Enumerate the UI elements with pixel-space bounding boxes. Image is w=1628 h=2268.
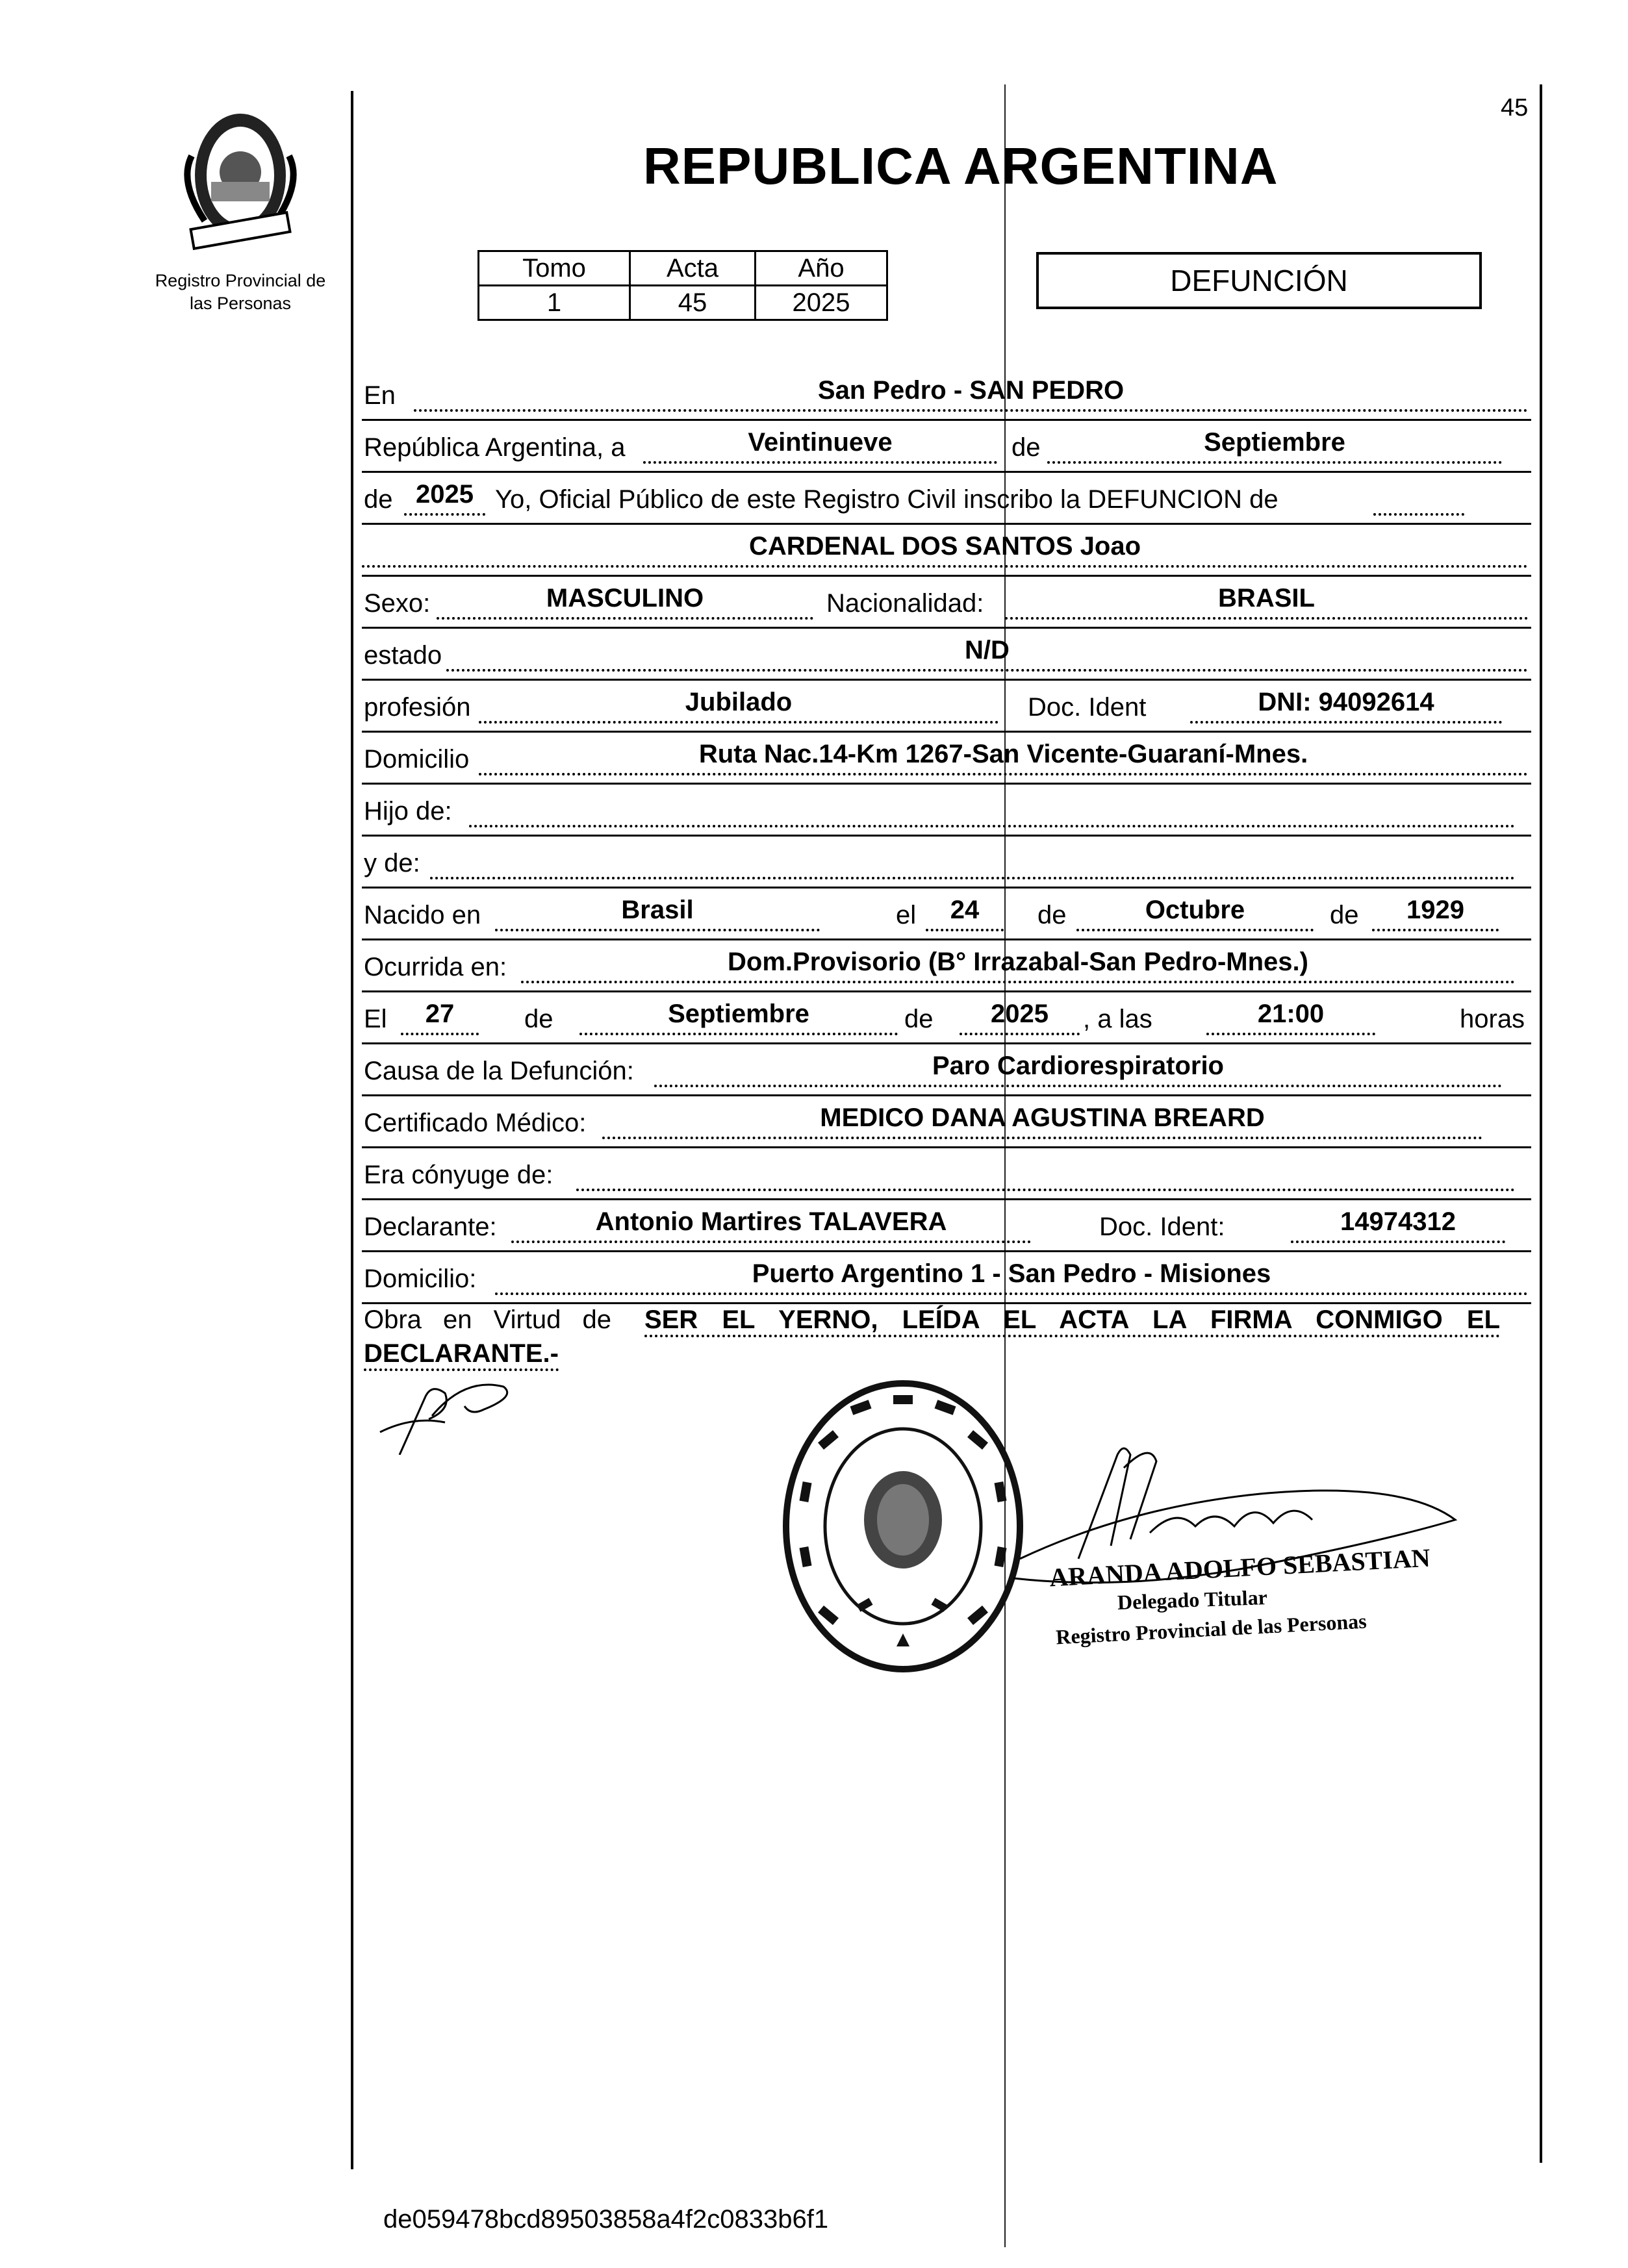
value-sexo: MASCULINO <box>437 584 813 620</box>
value-estado: N/D <box>446 636 1528 672</box>
left-margin-rule <box>351 91 353 2169</box>
row-domicilio <box>362 733 1531 779</box>
row-fecha-defuncion <box>362 992 1531 1039</box>
value-obra-line2: DECLARANTE.- <box>364 1339 559 1371</box>
official-role: Delegado Titular <box>1117 1585 1268 1615</box>
value-def-day: 27 <box>401 1000 479 1035</box>
province-crest <box>166 104 315 253</box>
record-table <box>477 250 888 321</box>
value-year: 2025 <box>404 480 485 516</box>
row-sexo <box>362 577 1531 624</box>
value-nacido-place: Brasil <box>495 896 820 931</box>
label-domicilio-declarante: Domicilio: <box>364 1265 477 1293</box>
record-type-box: DEFUNCIÓN <box>1036 252 1482 309</box>
value-def-month: Septiembre <box>579 1000 898 1035</box>
row-conyuge <box>362 1148 1531 1195</box>
label-el-def: El <box>364 1005 387 1033</box>
label-hijo-de: Hijo de: <box>364 797 452 825</box>
label-obra: Obra en Virtud de <box>364 1305 612 1334</box>
text-official: Yo, Oficial Público de este Registro Civil inscribo la DEFUNCION de <box>495 485 1278 514</box>
value-ocurrida: Dom.Provisorio (B° Irrazabal-San Pedro-Mnes.) <box>521 948 1515 983</box>
label-certificado: Certificado Médico: <box>364 1109 587 1137</box>
label-domicilio: Domicilio <box>364 745 470 774</box>
document-hash: de059478bcd89503858a4f2c0833b6f1 <box>383 2205 829 2234</box>
fill-line <box>1373 507 1464 516</box>
value-nacido-day: 24 <box>926 896 1004 931</box>
label-de-year: de <box>364 485 393 514</box>
row-hijo-de <box>362 785 1531 831</box>
label-def-de1: de <box>524 1005 553 1033</box>
label-de: de <box>1011 433 1041 462</box>
registry-caption-line1: Registro Provincial de <box>155 271 326 290</box>
value-def-time: 21:00 <box>1206 1000 1375 1035</box>
value-domicilio-declarante: Puerto Argentino 1 - San Pedro - Misiones <box>495 1259 1528 1295</box>
row-nacido <box>362 888 1531 935</box>
label-de1: de <box>1037 901 1067 929</box>
value-anio: 2025 <box>756 286 887 320</box>
row-domicilio-declarante <box>362 1252 1531 1299</box>
value-tomo: 1 <box>479 286 630 320</box>
value-month: Septiembre <box>1047 428 1502 464</box>
label-doc-ident: Doc. Ident <box>1028 693 1147 722</box>
fill-conyuge <box>576 1182 1515 1191</box>
label-profesion: profesión <box>364 693 471 722</box>
value-causa: Paro Cardiorespiratorio <box>654 1052 1502 1087</box>
value-en: San Pedro - SAN PEDRO <box>414 376 1528 412</box>
label-alas: , a las <box>1083 1005 1152 1033</box>
value-nacido-year: 1929 <box>1372 896 1499 931</box>
row-certificado <box>362 1096 1531 1143</box>
row-year <box>362 473 1531 520</box>
row-en <box>362 369 1531 416</box>
label-y-de: y de: <box>364 849 420 877</box>
label-horas: horas <box>1460 1005 1525 1033</box>
header-acta: Acta <box>630 251 756 286</box>
row-obra-line2 <box>362 1339 1531 1372</box>
label-causa: Causa de la Defunción: <box>364 1057 634 1085</box>
page-title: REPUBLICA ARGENTINA <box>643 137 1278 195</box>
value-certificado: MEDICO DANA AGUSTINA BREARD <box>602 1103 1482 1139</box>
official-seal <box>780 1377 1026 1676</box>
value-domicilio: Ruta Nac.14-Km 1267-San Vicente-Guaraní-Mnes. <box>479 740 1528 775</box>
label-en: En <box>364 381 396 410</box>
label-de2: de <box>1330 901 1359 929</box>
label-nacionalidad: Nacionalidad: <box>826 589 984 618</box>
value-nacionalidad: BRASIL <box>1005 584 1528 620</box>
row-ocurrida <box>362 940 1531 987</box>
label-conyuge: Era cónyuge de: <box>364 1161 553 1189</box>
header-tomo: Tomo <box>479 251 630 286</box>
row-nombre <box>362 525 1531 572</box>
registry-caption-line2: las Personas <box>189 294 292 314</box>
value-day: Veintinueve <box>643 428 997 464</box>
value-obra-line1: SER EL YERNO, LEÍDA EL ACTA LA FIRMA CONMIGO EL <box>644 1305 1500 1337</box>
value-nombre: CARDENAL DOS SANTOS Joao <box>362 532 1528 568</box>
page-number: 45 <box>1501 94 1529 121</box>
official-org: Registro Provincial de las Personas <box>1055 1609 1367 1649</box>
value-doc-ident: DNI: 94092614 <box>1190 688 1502 724</box>
value-def-year: 2025 <box>960 1000 1080 1035</box>
fill-y-de <box>430 870 1515 879</box>
row-causa <box>362 1044 1531 1091</box>
registry-caption <box>130 270 351 315</box>
label-fecha: República Argentina, a <box>364 433 626 462</box>
label-el: el <box>896 901 917 929</box>
header-anio: Año <box>756 251 887 286</box>
fill-hijo-de <box>469 818 1515 827</box>
row-declarante <box>362 1200 1531 1247</box>
row-y-de <box>362 837 1531 883</box>
row-estado <box>362 629 1531 675</box>
row-separator <box>362 1302 1531 1304</box>
value-profesion: Jubilado <box>479 688 998 724</box>
label-ocurrida: Ocurrida en: <box>364 953 507 981</box>
row-fecha <box>362 421 1531 468</box>
label-nacido: Nacido en <box>364 901 481 929</box>
label-sexo: Sexo: <box>364 589 431 618</box>
label-estado: estado <box>364 641 442 670</box>
label-declarante: Declarante: <box>364 1213 497 1241</box>
value-acta: 45 <box>630 286 756 320</box>
official-name: ARANDA ADOLFO SEBASTIAN <box>1049 1543 1431 1593</box>
value-declarante-doc: 14974312 <box>1291 1207 1505 1243</box>
declarant-signature <box>374 1370 523 1455</box>
right-margin-rule <box>1540 84 1542 2163</box>
label-def-de2: de <box>904 1005 934 1033</box>
value-nacido-month: Octubre <box>1076 896 1314 931</box>
row-profesion <box>362 681 1531 727</box>
label-declarante-doc: Doc. Ident: <box>1099 1213 1225 1241</box>
value-declarante: Antonio Martires TALAVERA <box>511 1207 1031 1243</box>
